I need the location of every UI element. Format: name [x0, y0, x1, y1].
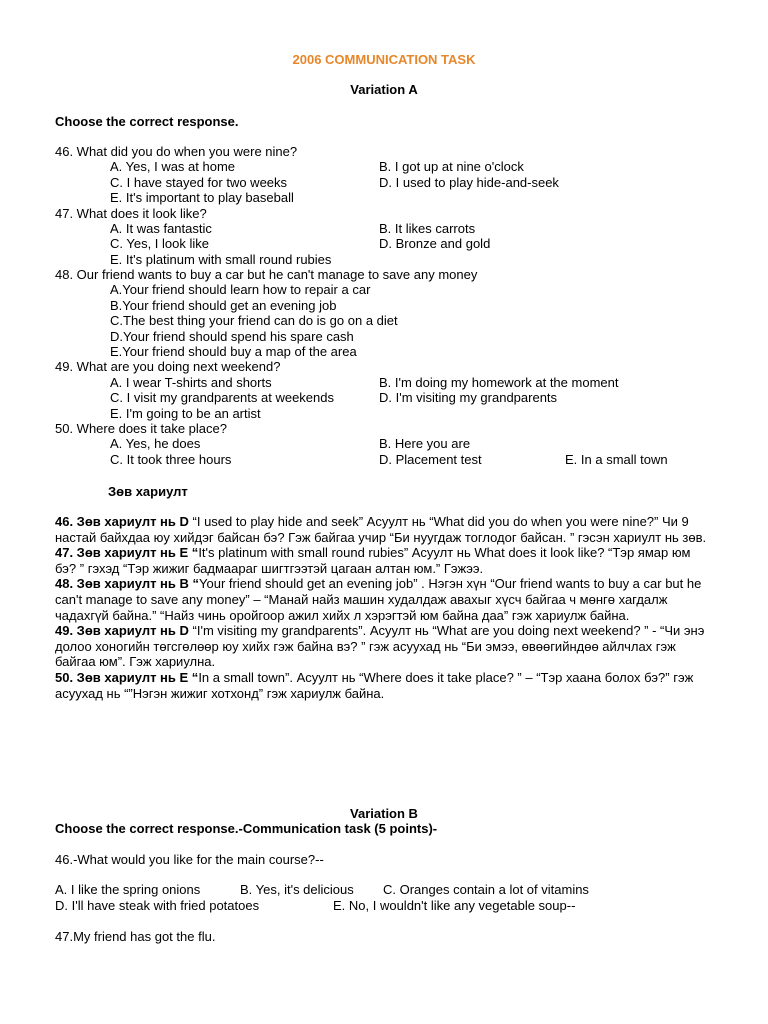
answer-50: [55, 670, 715, 701]
answer-46-label: 46. Зөв хариулт нь D: [55, 514, 189, 529]
q49-option-e: E. I'm going to be an artist: [110, 406, 261, 421]
q46-option-e: E. It's important to play baseball: [110, 190, 294, 205]
answers-heading: Зөв хариулт: [108, 484, 188, 499]
q49-option-c: C. I visit my grandparents at weekends: [110, 390, 334, 405]
q46-option-d: D. I used to play hide-and-seek: [379, 175, 559, 190]
question-49: 49. What are you doing next weekend?: [55, 359, 281, 374]
question-46: 46. What did you do when you were nine?: [55, 144, 298, 159]
answer-48-text: Your friend should get an evening job” . Нэгэн хүн “Our friend wants to buy a car but he can't manage to save any money” – “Манай найз машин худалдаж авахыг хүсч байгаа ч мөнгө хагдалж чадахгүй байна.” “Найз чинь оройгоор ажил хийх л хэрэгтэй юм байна даа” гэж хариулж байна.: [55, 576, 702, 623]
q47-option-d: D. Bronze and gold: [379, 236, 491, 251]
variation-b-instruction: Choose the correct response.-Communication task (5 points)-: [55, 821, 438, 836]
vb-q46-option-b: B. Yes, it's delicious: [240, 882, 354, 897]
answer-47-label: 47. Зөв хариулт нь E “: [55, 545, 199, 561]
variation-a-heading: Variation A: [350, 82, 418, 97]
variation-a-instruction: Choose the correct response.: [55, 114, 239, 129]
q47-option-c: C. Yes, I look like: [110, 236, 209, 251]
q50-option-b: B. Here you are: [379, 436, 471, 451]
vb-question-47: 47.My friend has got the flu.: [55, 929, 216, 944]
question-47: 47. What does it look like?: [55, 206, 207, 221]
question-50: 50. Where does it take place?: [55, 421, 227, 436]
variation-b-heading: Variation B: [350, 806, 418, 821]
q48-option-c: C.The best thing your friend can do is go on a diet: [110, 313, 398, 328]
answer-46-text: “I used to play hide and seek” Асуулт нь “What did you do when you were nine?” Чи 9 настай байхдаа юу хийдэг байсан бэ? Гэж байгаа учир “Би нуугдаж тоглодог байсан. ” гэсэн хариулт нь зөв.: [55, 514, 707, 545]
q50-option-c: C. It took three hours: [110, 452, 232, 467]
q47-option-b: B. It likes carrots: [379, 221, 476, 236]
answer-50-label: 50. Зөв хариулт нь E “: [55, 669, 199, 685]
answer-49-text: “I'm visiting my grandparents”. Асуулт нь “What are you doing next weekend? ” - “Чи энэ долоо хоногийн төгсгөлөөр юу хийх гэж байна вэ? ” гэж асуухад нь “Би эмээ, өвөөгийндөө айлчлах гэж байгаа юм”. Гэж хариулна.: [55, 623, 705, 670]
q46-option-b: B. I got up at nine o'clock: [379, 159, 524, 174]
answer-47-text: It's platinum with small round rubies” Асуулт нь What does it look like? “Тэр ямар юм бэ? ” гэхэд “Тэр жижиг бадмаараг шигтгээтэй цагаан алтан юм.” Гэжээ.: [55, 545, 691, 576]
q46-option-c: C. I have stayed for two weeks: [110, 175, 288, 190]
q48-option-b: B.Your friend should get an evening job: [110, 298, 337, 313]
q47-option-e: E. It's platinum with small round rubies: [110, 252, 332, 267]
q50-option-d: D. Placement test: [379, 452, 482, 467]
answer-47: [55, 545, 715, 576]
answer-50-text: In a small town”. Асуулт нь “Where does it take place? ” – “Тэр хаана болох бэ?” гэж асуухад нь “”Нэгэн жижиг хотхонд” гэж хариулж байна.: [55, 669, 694, 701]
vb-question-46: 46.-What would you like for the main course?--: [55, 852, 324, 867]
vb-q46-option-a: A. I like the spring onions: [55, 882, 201, 897]
q49-option-b: B. I'm doing my homework at the moment: [379, 375, 619, 390]
vb-q46-option-e: E. No, I wouldn't like any vegetable soup--: [333, 898, 576, 913]
q46-option-a: A. Yes, I was at home: [110, 159, 236, 174]
q50-option-a: A. Yes, he does: [110, 436, 201, 451]
q48-option-e: E.Your friend should buy a map of the area: [110, 344, 357, 359]
document-title: 2006 COMMUNICATION TASK: [292, 52, 476, 67]
question-48: 48. Our friend wants to buy a car but he can't manage to save any money: [55, 267, 478, 282]
q48-option-d: D.Your friend should spend his spare cash: [110, 329, 354, 344]
q47-option-a: A. It was fantastic: [110, 221, 212, 236]
answer-49-label: 49. Зөв хариулт нь D: [55, 623, 189, 639]
q49-option-d: D. I'm visiting my grandparents: [379, 390, 558, 405]
q50-option-e: E. In a small town: [565, 452, 668, 467]
q49-option-a: A. I wear T-shirts and shorts: [110, 375, 272, 390]
answer-48-label: 48. Зөв хариулт нь B “: [55, 576, 200, 592]
vb-q46-option-d: D. I'll have steak with fried potatoes: [55, 898, 260, 913]
answer-46: [55, 514, 715, 545]
q48-option-a: A.Your friend should learn how to repair a car: [110, 282, 371, 297]
vb-q46-option-c: C. Oranges contain a lot of vitamins: [383, 882, 589, 897]
answer-49: [55, 623, 715, 670]
answer-48: [55, 576, 715, 623]
answers-list: [55, 514, 715, 701]
